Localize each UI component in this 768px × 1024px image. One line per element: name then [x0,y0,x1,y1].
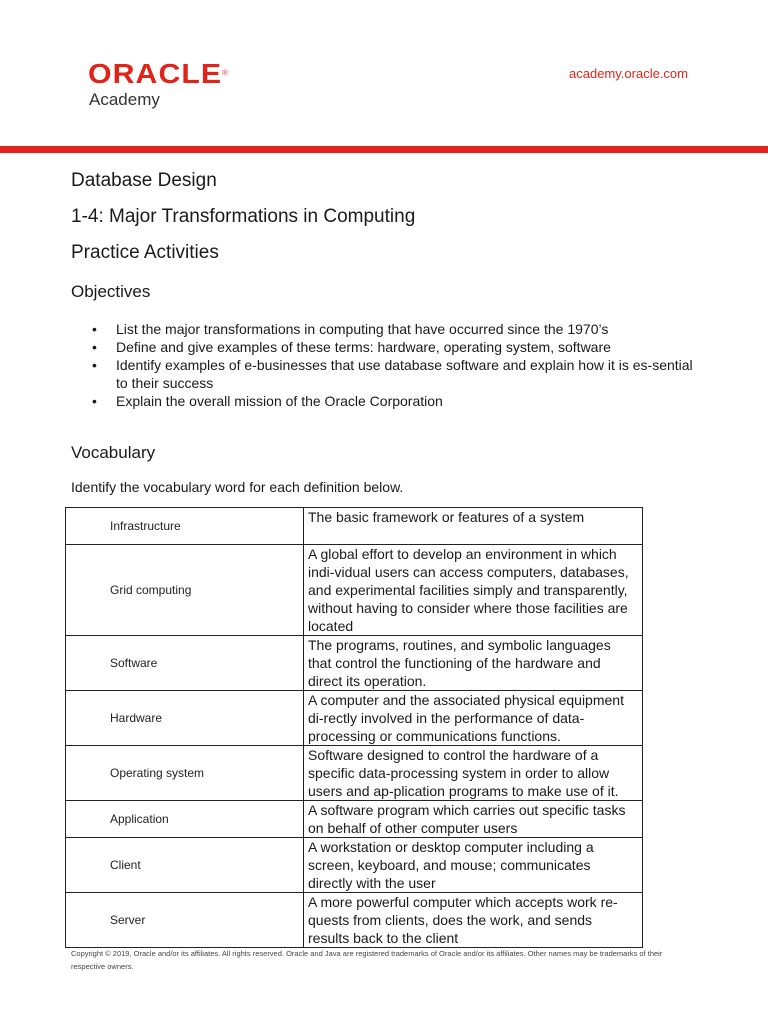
vocab-definition: A more powerful computer which accepts work re-quests from clients, does the work, and sends results back to the client [304,893,643,948]
vocab-definition: The programs, routines, and symbolic languages that control the functioning of the hardware and direct its operation. [304,636,643,691]
brand-text: ORACLE [88,58,223,89]
registered-mark: ® [222,70,229,77]
objectives-list [116,320,696,410]
vocab-term: Software [66,636,304,691]
oracle-wordmark [88,60,229,88]
objectives-heading: Objectives [71,282,151,301]
lesson-title: 1-4: Major Transformations in Computing [71,206,416,227]
vocab-term: Client [66,838,304,893]
table-row [66,838,643,893]
vocab-term: Server [66,893,304,948]
vocab-definition: The basic framework or features of a system [304,508,643,545]
vocab-definition: A global effort to develop an environment in which indi-vidual users can access computers, databases, and experimental facilities simply and transparently, without having to consider where those facilities are located [304,545,643,636]
objective-item: • Identify examples of e-businesses that use database software and explain how it is es-sential to their success [116,356,696,392]
activity-title: Practice Activities [71,242,219,263]
vocab-definition: A workstation or desktop computer including a screen, keyboard, and mouse; communicates directly with the user [304,838,643,893]
oracle-academy-logo [88,58,229,110]
table-row [66,801,643,838]
vocab-definition: Software designed to control the hardware of a specific data-processing system in order to allow users and ap-plication programs to make use of it. [304,746,643,801]
vocab-definition: A computer and the associated physical equipment di-rectly involved in the performance of data-processing or communications functions. [304,691,643,746]
objective-item: • List the major transformations in computing that have occurred since the 1970’s [116,320,696,338]
vocab-term: Grid computing [66,545,304,636]
vocab-term: Application [66,801,304,838]
course-title: Database Design [71,170,217,191]
objective-item: • Explain the overall mission of the Oracle Corporation [116,392,696,410]
vocab-term: Hardware [66,691,304,746]
vocabulary-instruction: Identify the vocabulary word for each definition below. [71,479,404,495]
vocab-term: Operating system [66,746,304,801]
table-row [66,508,643,545]
table-row [66,893,643,948]
table-row [66,746,643,801]
header-divider [0,146,768,153]
table-row [66,636,643,691]
site-url-link[interactable]: academy.oracle.com [569,66,688,81]
vocab-definition: A software program which carries out specific tasks on behalf of other computer users [304,801,643,838]
vocabulary-table [65,507,643,948]
objective-item: • Define and give examples of these terms: hardware, operating system, software [116,338,696,356]
vocabulary-heading: Vocabulary [71,443,156,462]
academy-wordmark: Academy [89,90,160,109]
copyright-notice: Copyright © 2019, Oracle and/or its affiliates. All rights reserved. Oracle and Java are registered trademarks of Oracle and/or its affiliates. Other names may be trademarks of their respective owners. [71,949,663,971]
table-row [66,691,643,746]
table-row [66,545,643,636]
vocab-term: Infrastructure [66,508,304,545]
